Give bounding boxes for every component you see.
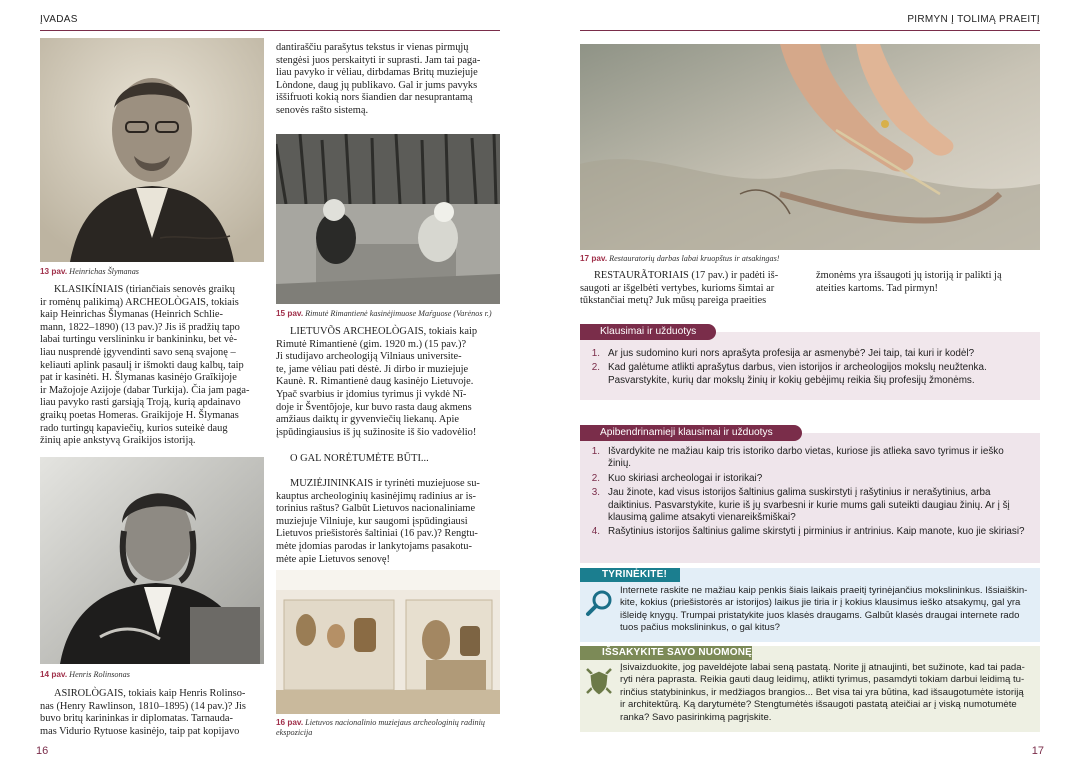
col2-top-line: dantiraščiu parašytus tekstus ir vienas pirmųjų	[276, 42, 469, 53]
fig17-caption	[580, 254, 1040, 264]
summary-number: 1.	[591, 446, 600, 457]
fig16-label: 16 pav.	[276, 718, 304, 727]
photo-museum	[276, 570, 500, 714]
col1-para1-line: keliauti aplink pasaulį ir išmokti daug kalbų, taip	[40, 359, 244, 371]
question-item	[586, 348, 1026, 360]
col1-para1-line: graikų poetas Homeras. Graikijoje H. Šlymanas	[40, 409, 239, 421]
explore-text	[620, 585, 1030, 635]
col2-bottom-line: MUZIĖJININKAIS ir tyrinėti muziejuose su-	[290, 478, 480, 489]
explore-line: kite, kokius (priešistorės ar istorijos) laikus jie tiria ir į kokius klausimus ieško atsakymų, gal yra	[620, 597, 1021, 609]
fig13-label: 13 pav.	[40, 267, 68, 276]
question-text: Ar jus sudomino kuri nors aprašyta profesija ar asmenybė? Jei taip, tai kuri ir kodėl?	[608, 348, 975, 359]
restorers-line: saugoti ar išgelbėti vertybes, kurioms šimtai ar	[580, 282, 775, 294]
question-number: 2.	[591, 362, 600, 374]
right-page-number: 17	[1031, 745, 1044, 757]
portrait-schliemann	[40, 38, 264, 262]
summary-number: 4.	[591, 526, 600, 538]
opinion-line: ryti nėra paprasta. Reikia gauti daug leidimų, atlikti tyrimus, pasamdyti tokiam darbui leidimą tu-	[620, 674, 1025, 686]
fig17-label: 17 pav.	[580, 254, 608, 263]
col1-para1-line: žinių apie ankstyvą Graikijos istoriją.	[40, 435, 196, 447]
col2-bottom-line: torinius raštus? Galbūt Lietuvos nacionaliniame	[276, 503, 476, 515]
portrait-rawlinson-image	[40, 457, 264, 664]
magnifier-icon	[584, 588, 614, 618]
opinion-line: Įsivaizduokite, jog paveldėjote labai seną pastatą. Norite jį atnaujinti, bet sužinote, kad tai pada-	[620, 662, 1025, 673]
col2-mid-line: Rimutė Rimantienė (gim. 1920 m.) (15 pav.)?	[276, 338, 467, 350]
col2-mid-line: te, jame vėliau pati dėstė. Ji dirbo ir muziejuje	[276, 363, 469, 375]
col1-para1-line: liau nusprendė įgyvendinti savo seną svajonę –	[40, 346, 236, 358]
photo-restoration-image	[580, 44, 1040, 250]
col2-mid-line: doje ir Šventõjoje, kur buvo rasta daug akmens	[276, 401, 472, 413]
col1-para1-line: ir romėnų palikimą) ARCHEOLÒGAIS, tokiais	[40, 296, 239, 308]
restorers-line: tūkstančiai metų? Juk mūsų pareiga praeities	[580, 295, 767, 307]
col1-para1-line: mann, 1822–1890) (13 pav.)? Jis iš pradžių tapo	[40, 321, 240, 333]
summary-text: Išvardykite ne mažiau kaip tris istoriko darbo vietas, kuriose jis atlieka savo tyrimus ir ieško žinių.	[608, 446, 1004, 470]
col2-mid-line: Ji studijavo archeologiją Vilniaus universite-	[276, 351, 462, 363]
opinion-line: rinčius statybininkus, ir medžiagos brangios... Bet visa tai yra būtina, kad išsaugotumėte istoriją	[620, 686, 1024, 698]
summary-text: Kuo skiriasi archeologai ir istorikai?	[608, 472, 763, 484]
explore-line: išleidę knygų. Trumpai pristatykite juos klasės draugams. Galbūt klasės draugai internete rado	[620, 609, 1020, 621]
fig16-caption	[276, 718, 500, 738]
col2-top	[276, 42, 500, 118]
right-page-header: PIRMYN Į TOLIMĄ PRAEITĮ	[907, 14, 1040, 25]
col2-mid-line: įspūdingiausius iš jų sužinosite iš šio vadovėlio!	[276, 426, 477, 438]
photo-restoration	[580, 44, 1040, 250]
restorers-line: ateities kartoms. Tad pirmyn!	[816, 282, 939, 294]
col1-para2-line: nas (Henry Rawlinson, 1810–1895) (14 pav.)? Jis	[40, 700, 246, 712]
summary-number: 3.	[591, 487, 600, 499]
summary-text: Rašytinius istorijos šaltinius galime skirstyti į pirminius ir antrinius. Kaip manote, kuo jie skiriasi?	[608, 526, 1025, 538]
fig14-text: Henris Rolinsonas	[69, 670, 130, 679]
col1-para2-line: mas Vidurio Rytuose kasinėjo, taip pat kopijavo	[40, 725, 240, 737]
fig15-caption	[276, 309, 500, 319]
portrait-schliemann-image	[40, 38, 264, 262]
fig13-caption	[40, 267, 264, 277]
restorers-line: žmonėms yra išsaugoti jų istoriją ir palikti ją	[816, 270, 1002, 281]
photo-excavation-image	[276, 134, 500, 304]
opinion-line: ranka? Savo pasirinkimą pagrįskite.	[620, 711, 772, 723]
col2-top-line: liau pavyko ir vėliau, dirbdamas Britų muziejuje	[276, 67, 478, 79]
opinion-title: IŠSAKYKITE SAVO NUOMONĘ	[580, 646, 752, 660]
col2-mid	[276, 326, 500, 439]
col1-para1-line: ir Mažojoje Azijoje (dabar Turkija). Čia jam paga-	[40, 384, 250, 396]
col1-para1	[40, 284, 264, 448]
summary-text: Jau žinote, kad visus istorijos šaltinius galima suskirstyti į rašytinius ir nerašytinius, arba daiktinius. Pasvarstykite, kurie iš jų svarbesni ir kurie mums gali suteikti daugiau žinių. Ar į šį klausimą galime atsakyti vienareikšmiškai?	[608, 487, 1010, 524]
fig16-text: Lietuvos nacionalinio muziejaus archeologinių radinių ekspozicija	[276, 718, 485, 737]
col2-bottom-line: Lietuvos priešistorės šaltiniai (16 pav.)? Rengtu-	[276, 528, 478, 540]
col2-top-line: senovės rašto sistemą.	[276, 104, 369, 116]
summary-item	[586, 473, 1026, 485]
col2-bottom-line: mėte apie Lietuvos senovę!	[276, 553, 390, 565]
col2-mid-line: Kaunè. R. Rimantienė daug kasinėjo Lietuvoje.	[276, 376, 474, 388]
opinion-line: ir architektūrą. Ką darytumėte? Stengtumėtės išsaugoti pastatą ateičiai ar į viską numotumėte	[620, 699, 1017, 711]
summary-number: 2.	[591, 472, 600, 484]
col2-mid-line: amžiaus daiktų ir gyvenviečių liekanų. Apie	[276, 414, 459, 426]
section-heading-maybe: O GAL NORĖTUMĖTE BŪTI...	[290, 453, 429, 464]
col1-para1-line: kaip Heinrichas Šlymanas (Heinrich Schlie-	[40, 309, 223, 321]
right-header-rule	[580, 30, 1040, 31]
col1-para1-line: labai turtingu verslininku ir bankininku, bet vė-	[40, 334, 238, 346]
fig15-text: Rimutė Rimantienė kasinėjimuose Maŕguose (Varėnos r.)	[305, 309, 492, 318]
left-page-number: 16	[36, 745, 49, 757]
col1-para1-line: pat ir kasinėti. H. Šlymanas kasinėjo Graĩkijoje	[40, 372, 237, 384]
col2-bottom-line: kauptus archeologinių kasinėjimų radinius ar is-	[276, 490, 476, 502]
col2-top-line: stengėsi juos perskaityti ir suprasti. Jam tai paga-	[276, 54, 481, 66]
photo-museum-image	[276, 570, 500, 714]
fig15-label: 15 pav.	[276, 309, 304, 318]
col2-bottom-line: muziejuje Vilniuje, kur saugomi įspūdingiausi	[276, 515, 468, 527]
col2-bottom	[276, 478, 500, 566]
opinion-text	[620, 662, 1030, 724]
col1-para1-line: rado turtingų kapaviečių, kurios suteikė daug	[40, 422, 228, 434]
restorers-line: RESTAURÃTORIAIS (17 pav.) ir padėti iš-	[594, 270, 779, 281]
question-number: 1.	[591, 348, 600, 359]
summary-list	[586, 446, 1026, 541]
left-header-rule	[40, 30, 500, 31]
col2-bottom-line: mėte įdomias parodas ir lankytojams pasakotu-	[276, 540, 472, 552]
col2-top-line: iššifruoti kokią nors šiandien dar nesuprantamą	[276, 92, 473, 104]
explore-line: Internete raskite ne mažiau kaip penkis šiais laikais praeitį tyrinėjančius mokslininkus. Išsiaiškin-	[620, 585, 1028, 596]
fig14-caption	[40, 670, 264, 680]
portrait-rawlinson	[40, 457, 264, 664]
summary-item	[586, 526, 1026, 538]
col1-para1-line: KLASIKÍNIAIS (tiriančiais senovės graikų	[54, 284, 235, 295]
left-page-header: ĮVADAS	[40, 14, 78, 25]
photo-excavation	[276, 134, 500, 304]
shield-swords-icon	[584, 666, 614, 698]
fig14-label: 14 pav.	[40, 670, 68, 679]
explore-line: tuos pačius mokslininkus, o gal kitus?	[620, 622, 780, 634]
col1-para2-line: ASIROLÒGAIS, tokiais kaip Henris Rolinso-	[54, 688, 246, 699]
questions-title: Klausimai ir užduotys	[580, 324, 716, 340]
fig17-text: Restauratorių darbas labai kruopštus ir atsakingas!	[609, 254, 780, 263]
explore-title: TYRINĖKITE!	[580, 568, 680, 582]
col1-para2-line: buvo britų karininkas ir diplomatas. Tarnauda-	[40, 713, 233, 725]
col2-mid-line: LIETUVÕS ARCHEOLÒGAIS, tokiais kaip	[290, 326, 478, 337]
question-text: Kad galėtume atlikti aprašytus darbus, vien istorijos ir archeologijos mokslų neužtenka. Pasvarstykite, kurių dar mokslų žinių ir kokių gebėjimų reikia šių profesijų žmonėms.	[608, 362, 987, 386]
summary-item	[586, 446, 1026, 471]
restorers-col-left	[580, 270, 804, 308]
col1-para2	[40, 688, 264, 738]
fig13-text: Heinrichas Šlymanas	[69, 267, 139, 276]
summary-title: Apibendrinamieji klausimai ir užduotys	[580, 425, 802, 441]
question-item	[586, 362, 1026, 387]
col1-para1-line: liau pavyko rasti garsiąją Troją, kurią apdainavo	[40, 397, 241, 409]
summary-item	[586, 487, 1026, 524]
restorers-col-right	[816, 270, 1040, 295]
col2-mid-line: Ypač svarbius ir įdomius tyrimus ji vykdė Nĩ-	[276, 388, 467, 400]
col2-top-line: Lòndone, daug jų publikavo. Gal ir jums pavyks	[276, 79, 478, 91]
questions-list	[586, 348, 1026, 389]
